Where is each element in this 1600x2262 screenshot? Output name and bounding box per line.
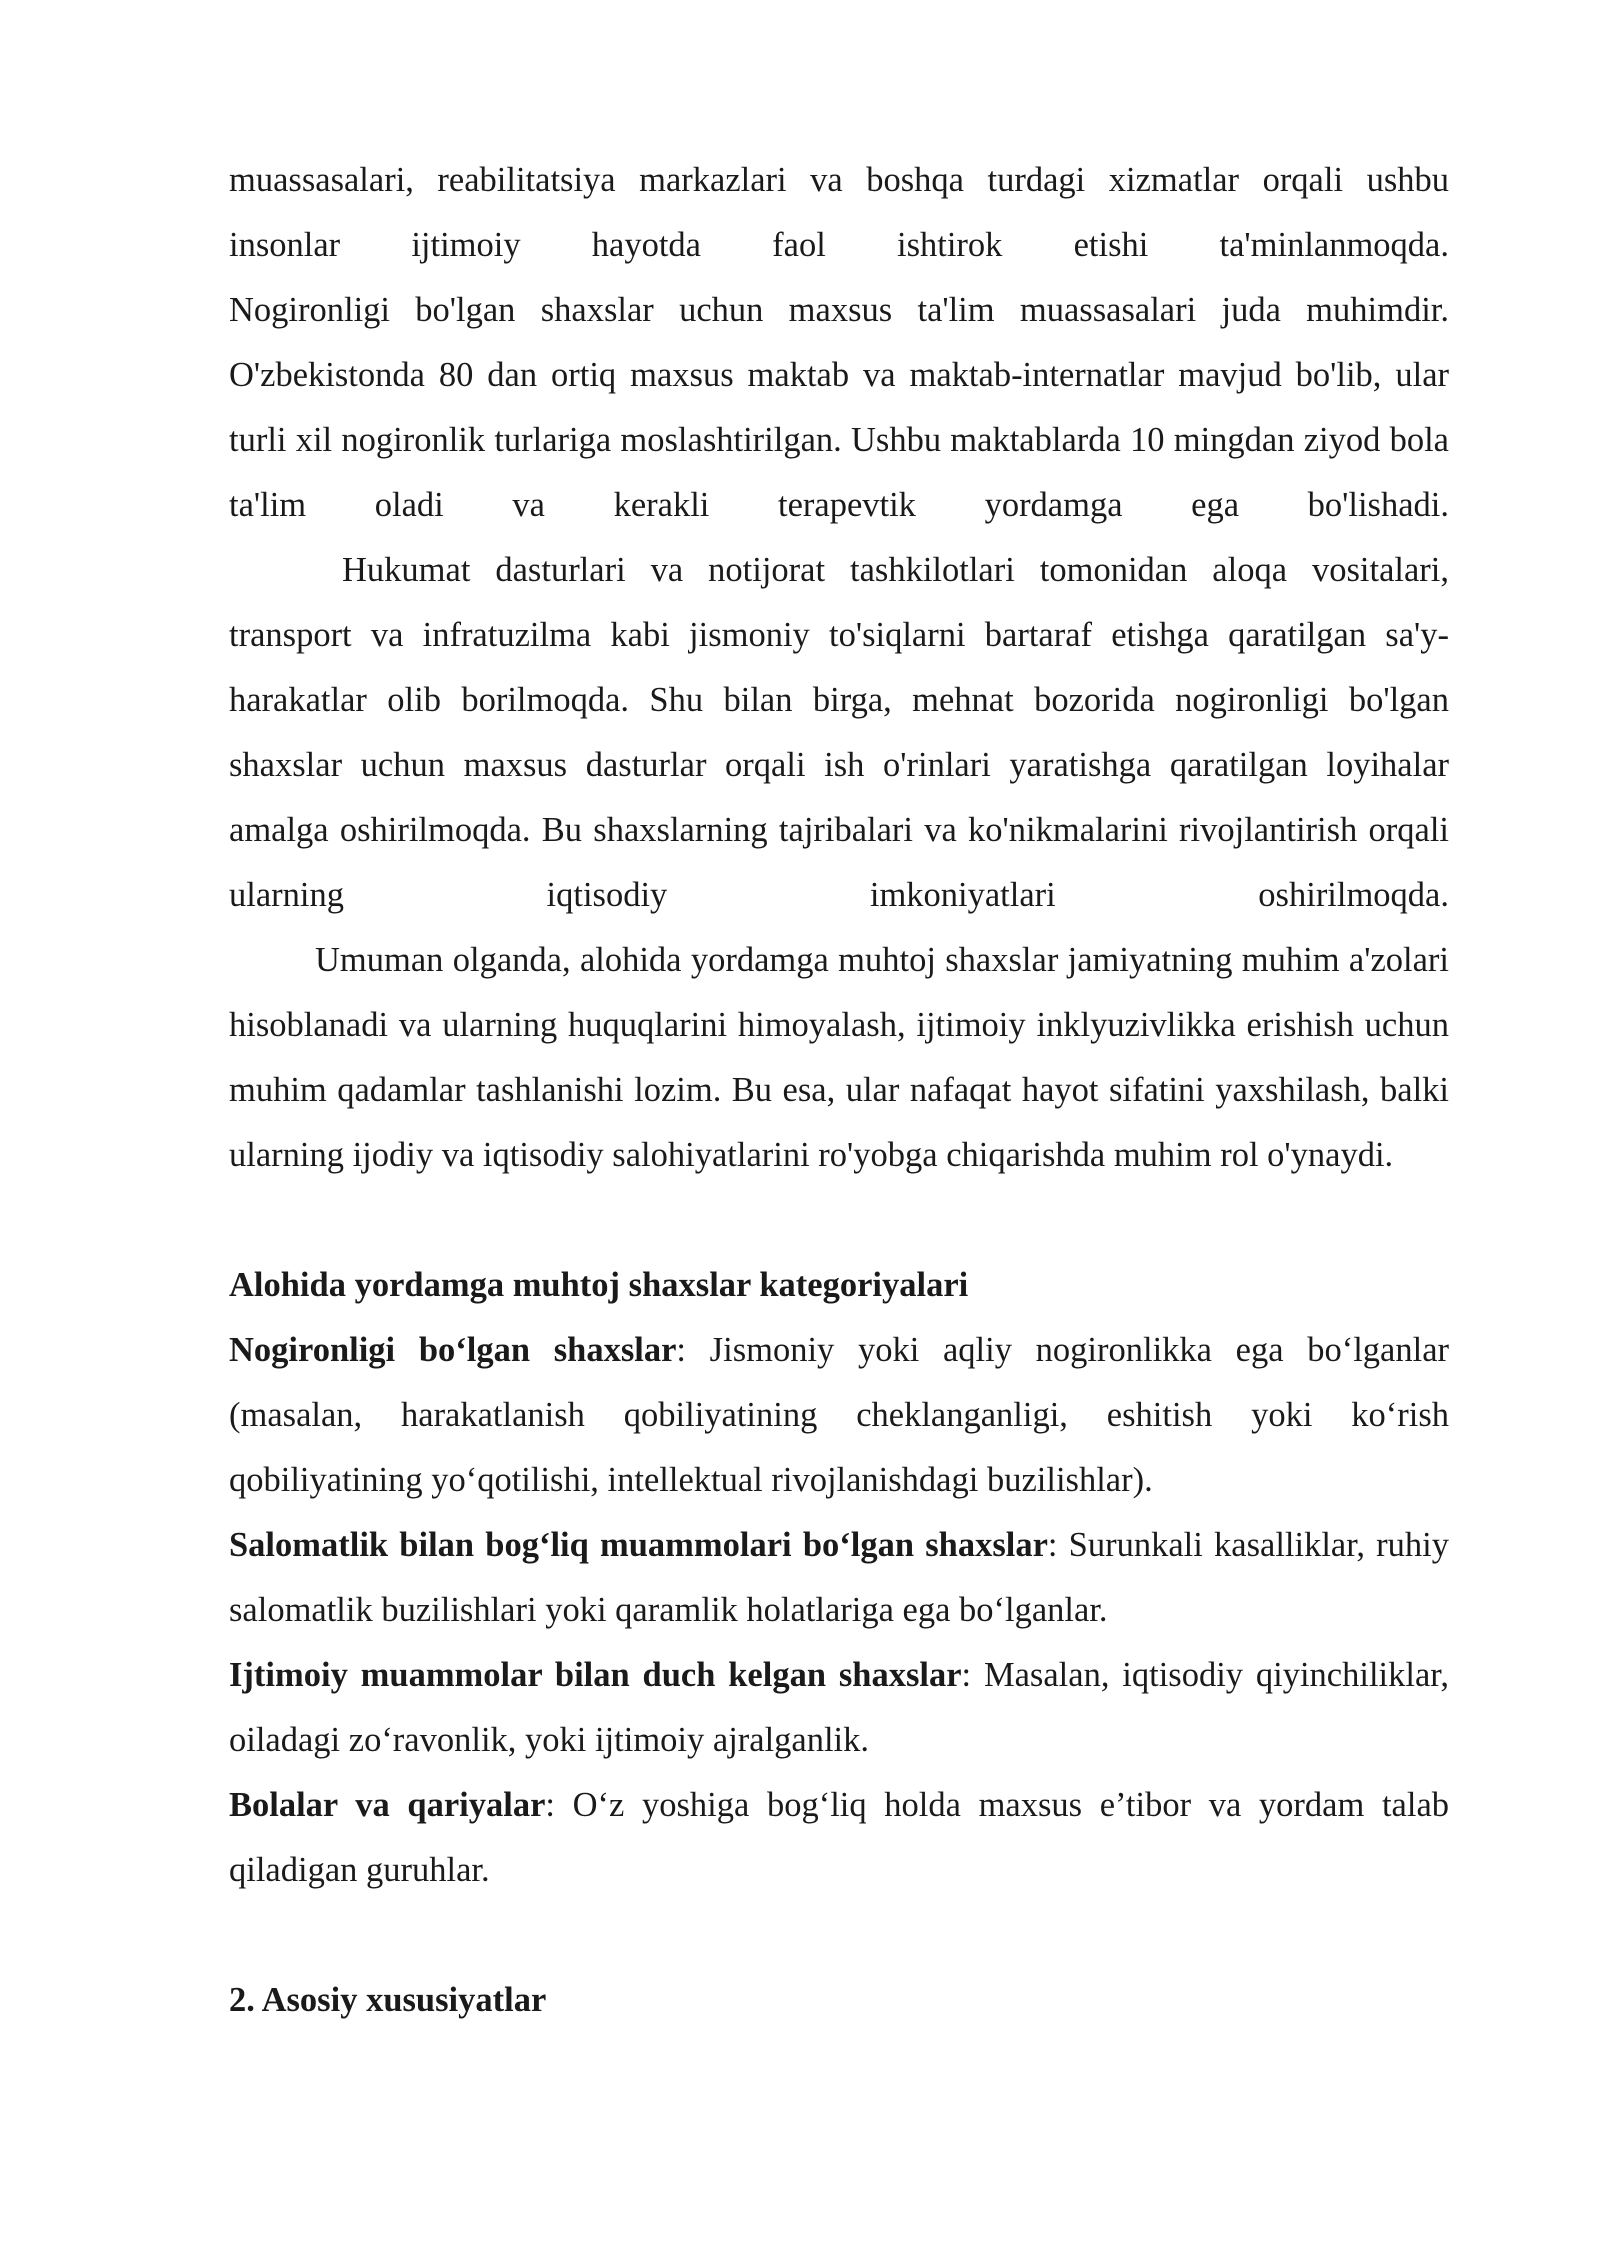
category-item [229,1513,1449,1643]
category-term: Bolalar va qariyalar [229,1786,546,1824]
category-item [229,1318,1449,1513]
category-desc: : Masalan, iqtisodiy qiyinchiliklar, oiladagi zo‘ravonlik, yoki ijtimoiy ajralganlik. [229,1656,1449,1759]
paragraph-1-lead: muassasalari, reabilitatsiya markazlari va boshqa turdagi xizmatlar orqali ushbu insonlar ijtimoiy hayotda faol ishtirok etishi ta'minlanmoqda. [229,161,1449,264]
category-item [229,1773,1449,1903]
paragraph-1-rest: Nogironligi bo'lgan shaxslar uchun maxsus ta'lim muassasalari juda muhimdir. O'zbekistonda 80 dan ortiq maxsus maktab va maktab-internatlar mavjud bo'lib, ular turli xil nogironlik turlariga moslashtirilgan. Ushbu maktablarda 10 mingdan ziyod bola ta'lim oladi va kerakli terapevtik yordamga ega bo'lishadi. [229,291,1449,524]
section-heading: Alohida yordamga muhtoj shaxslar kategoriyalari [229,1266,969,1304]
blank-line [229,1188,1449,1253]
category-item [229,1643,1449,1773]
category-term: Ijtimoiy muammolar bilan duch kelgan shaxslar [229,1656,962,1694]
category-desc: : Jismoniy yoki aqliy nogironlikka ega bo‘lganlar (masalan, harakatlanish qobiliyatining cheklanganligi, eshitish yoki ko‘rish qobiliyatining yo‘qotilishi, intellektual rivojlanishdagi buzilishlar). [229,1331,1449,1499]
paragraph-2: Hukumat dasturlari va notijorat tashkilotlari tomonidan aloqa vositalari, transport va infratuzilma kabi jismoniy to'siqlarni bartaraf etishga qaratilgan sa'y-harakatlar olib borilmoqda. Shu bilan birga, mehnat bozorida nogironligi bo'lgan shaxslar uchun maxsus dasturlar orqali ish o'rinlari yaratishga qaratilgan loyihalar amalga oshirilmoqda. Bu shaxslarning tajribalari va ko'nikmalarini rivojlantirish orqali ularning iqtisodiy imkoniyatlari oshirilmoqda. [229,551,1449,914]
next-section-heading: 2. Asosiy xususiyatlar [229,1981,547,2019]
category-term: Salomatlik bilan bog‘liq muammolari bo‘lgan shaxslar [229,1526,1048,1564]
paragraph-3: Umuman olganda, alohida yordamga muhtoj shaxslar jamiyatning muhim a'zolari hisoblanadi va ularning huquqlarini himoyalash, ijtimoiy inklyuzivlikka erishish uchun muhim qadamlar tashlanishi lozim. Bu esa, ular nafaqat hayot sifatini yaxshilash, balki ularning ijodiy va iqtisodiy salohiyatlarini ro'yobga chiqarishda muhim rol o'ynaydi. [229,941,1449,1174]
category-term: Nogironligi bo‘lgan shaxslar [229,1331,677,1369]
document-body [229,148,1449,2033]
blank-line [229,1903,1449,1968]
category-desc: : O‘z yoshiga bog‘liq holda maxsus e’tibor va yordam talab qiladigan guruhlar. [229,1786,1450,1889]
category-desc: : Surunkali kasalliklar, ruhiy salomatlik buzilishlari yoki qaramlik holatlariga ega bo‘lganlar. [229,1526,1449,1629]
